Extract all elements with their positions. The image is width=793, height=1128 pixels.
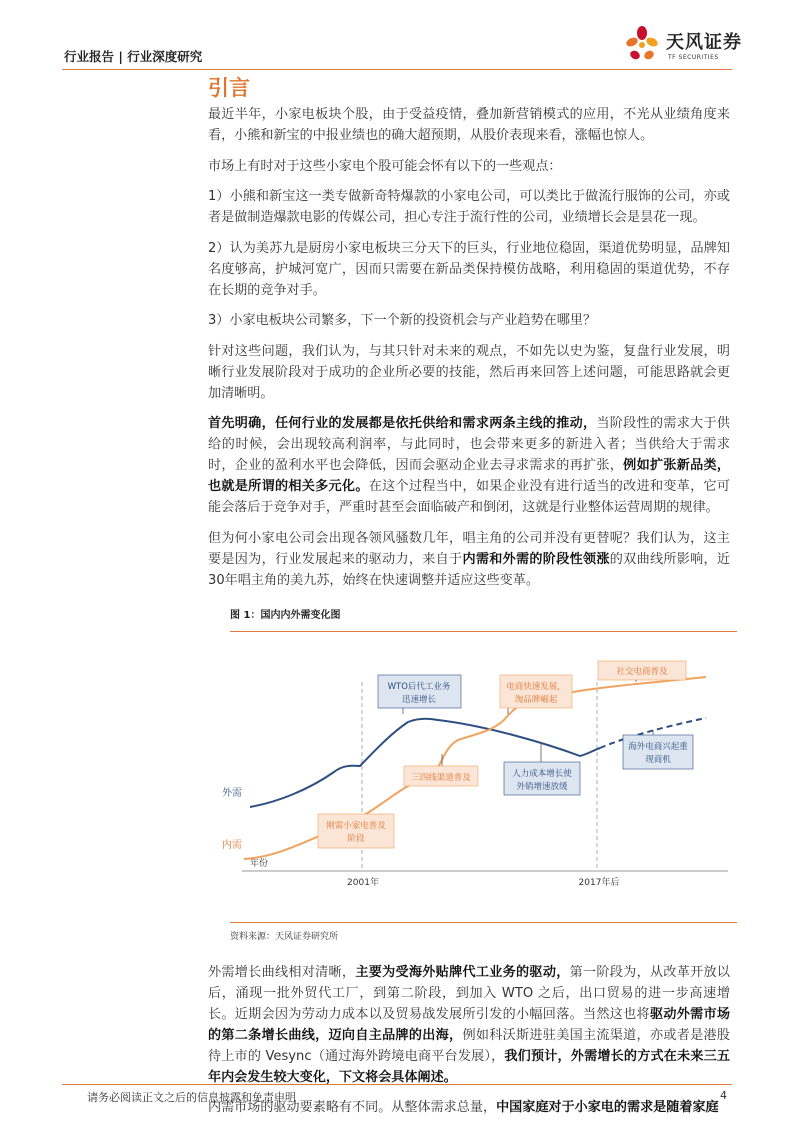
- text-segment: 最近半年，小家电板块个股，由于受益疫情，叠加新营销模式的应用，不光从业绩角度来看，小熊和新宝的中报业绩也的确大超预期，从股价表现来看，涨幅也惊人。: [208, 107, 730, 143]
- company-logo: [622, 24, 742, 68]
- logo-text: 天风证券: [666, 32, 742, 53]
- paragraphs-before-figure: [208, 104, 730, 591]
- labor-annotation-line1: 人力成本增长使: [512, 768, 572, 779]
- paragraph: [208, 962, 730, 1088]
- text-segment: 第一阶段为，从改革开放以后，涌现一批外贸代工厂，到第二阶段，到加入 WTO 之后，出口贸易的进一步高速增长。近期会因为劳动力成本以及贸易战发展所引发的小幅回落。当然这也将: [208, 964, 731, 1022]
- figure-title: 图 1：国内内外需变化图: [230, 609, 341, 621]
- labor-annotation-line2: 外销增速放缓: [516, 781, 568, 792]
- paragraph: [208, 186, 730, 228]
- x-axis-label: 年份: [250, 858, 269, 869]
- series-label-internal: 内需: [222, 839, 242, 851]
- x-tick-2001: 2001年: [347, 877, 379, 888]
- bold-text-segment: 我们预计，外需增长的方式在未来三五年内会发生较大变化，下文将会具体阐述。: [208, 1048, 730, 1085]
- wto-annotation-line1: WTO后代工业务: [387, 681, 451, 692]
- header-divider: [62, 69, 732, 70]
- article-body: [208, 104, 730, 1128]
- bold-text-segment: 内需和外需的阶段性领涨: [462, 551, 610, 567]
- text-segment: 当阶段性的需求大于供给的时候，会出现较高利润率，与此同时，也会带来更多的新进入者；当供给大于需求时，企业的盈利水平也会降低，因而会驱动企业去寻求需求的再扩张，: [208, 416, 730, 473]
- bold-text-segment: 主要为受海外贴牌代工业务的驱动，: [355, 964, 570, 980]
- paragraph: [208, 238, 730, 301]
- figure-source: 资料来源：天风证券研究所: [230, 931, 339, 942]
- bold-text-segment: 中国家庭对于小家电的需求是随着家庭: [496, 1100, 719, 1115]
- x-tick-2017: 2017年后: [578, 877, 620, 888]
- text-segment: 外需增长曲线相对清晰，: [208, 964, 356, 980]
- text-segment: 例如科沃斯进驻美国主流渠道，亦或者是港股待上市的 Vesync（通过海外跨境电商平台发展），: [208, 1027, 730, 1064]
- overseas-annotation-line2: 现商机: [645, 754, 671, 765]
- demand-chart: [208, 632, 730, 922]
- text-segment: 在这个过程当中，如果企业没有进行适当的改进和变革，它可能会落后于竞争对手，严重时甚至会面临破产和倒闭，这就是行业整体运营周期的规律。: [208, 479, 731, 515]
- bold-text-segment: 驱动外需市场的第二条增长曲线，迈向自主品牌的出海，: [208, 1006, 731, 1043]
- social-annotation-text: 社交电商普及: [616, 666, 668, 677]
- bold-text-segment: 例如扩张新品类，也就是所谓的相关多元化。: [208, 458, 731, 494]
- text-segment: 3）小家电板块公司繁多，下一个新的投资机会与产业趋势在哪里？: [208, 313, 597, 328]
- chart-container: [208, 632, 730, 922]
- paragraph: [208, 413, 730, 518]
- logo-flower-icon: [622, 24, 662, 68]
- text-segment: 2）认为美苏九是厨房小家电板块三分天下的巨头，行业地位稳固，渠道优势明显，品牌知名度够高，护城河宽广，因而只需要在新品类保持模仿战略，利用稳固的渠道优势，不存在长期的竞争对手。: [208, 240, 730, 298]
- paragraph: [208, 341, 730, 404]
- report-type-label: 行业报告 | 行业深度研究: [64, 49, 203, 64]
- section-title: 引言: [208, 76, 250, 100]
- series-label-external: 外需: [222, 787, 242, 799]
- logo-subtext: TF SECURITIES: [668, 54, 719, 61]
- paragraph: [208, 156, 730, 177]
- paragraph: [208, 310, 730, 331]
- wto-annotation-line2: 迅速增长: [401, 694, 437, 705]
- footer-divider: [62, 1084, 732, 1085]
- text-segment: 市场上有时对于这些小家电个股可能会怀有以下的一些观点：: [208, 158, 562, 174]
- text-segment: 1）小熊和新宝这一类专做新奇特爆款的小家电公司，可以类比于做流行服饰的公司，亦或者是做制造爆款电影的传媒公司，担心专注于流行性的公司，业绩增长会是昙花一现。: [208, 189, 730, 225]
- text-segment: 但为何小家电公司会出现各领风骚数几年，唱主角的公司并没有更替呢？我们认为，这主要是因为，行业发展起来的驱动力，来自于: [208, 530, 730, 567]
- overseas-annotation-line1: 海外电商兴起重: [628, 741, 688, 752]
- paragraph: [208, 528, 730, 591]
- bold-text-segment: 首先明确，任何行业的发展都是依托供给和需求两条主线的推动，: [208, 416, 597, 431]
- text-segment: 的双曲线所影响，近30年唱主角的美九苏，始终在快速调整并适应这些变革。: [208, 551, 731, 588]
- ecom-annotation-line1: 电商快速发展，: [506, 681, 566, 692]
- rigid-annotation-line2: 阶段: [347, 833, 365, 844]
- ecom-annotation-line2: 淘品牌崛起: [514, 694, 558, 705]
- footer-disclaimer: 请务必阅读正文之后的信息披露和免责申明: [87, 1091, 296, 1104]
- channel-annotation-text: 三四线渠道普及: [411, 772, 471, 783]
- rigid-annotation-line1: 刚需小家电普及: [326, 820, 386, 831]
- paragraph: [208, 104, 730, 146]
- page-number: 4: [720, 1089, 727, 1102]
- text-segment: 针对这些问题，我们认为，与其只针对未来的观点，不如先以史为鉴，复盘行业发展，明晰行业发展阶段对于成功的企业所必要的技能，然后再来回答上述问题，可能思路就会更加清晰明。: [208, 343, 730, 401]
- text-segment: 内需市场的驱动要素略有不同。从整体需求总量，: [208, 1100, 497, 1115]
